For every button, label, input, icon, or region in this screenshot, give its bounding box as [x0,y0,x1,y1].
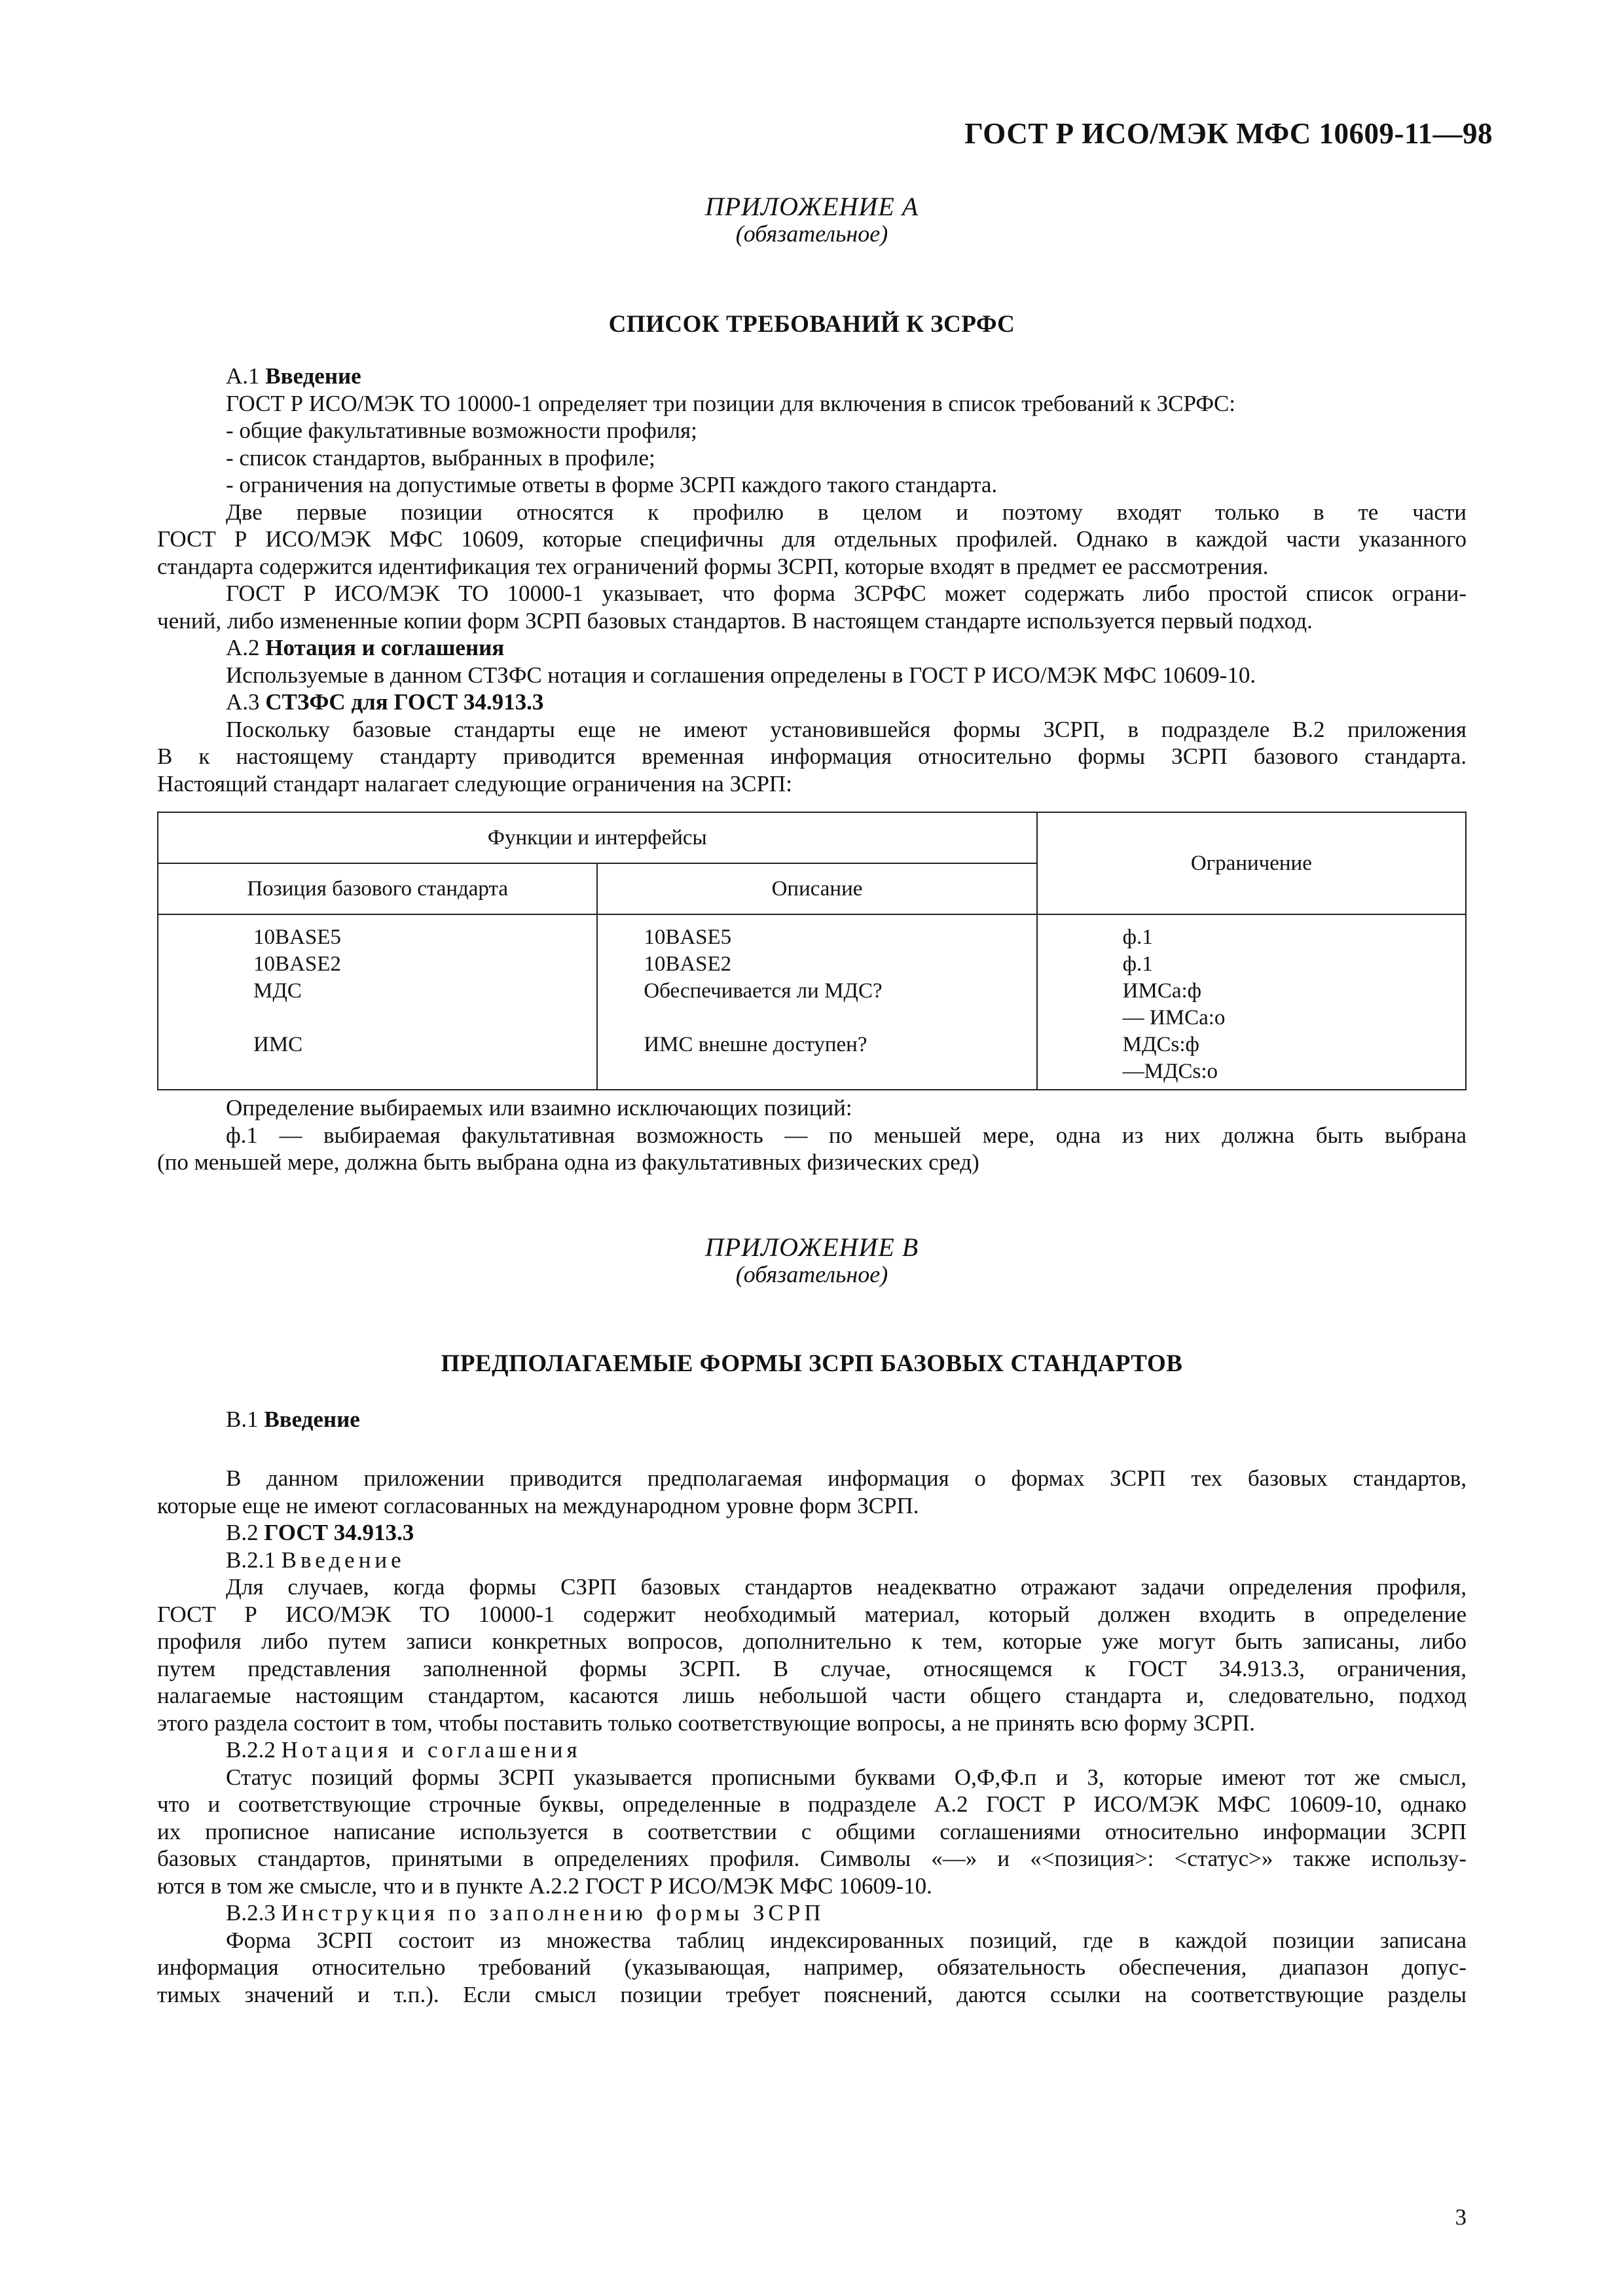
paragraph-line: Используемые в данном СТЗФС нотация и соглашения определены в ГОСТ Р ИСО/МЭК МФС 10609-10. [226,662,1256,688]
table-cell-value: —МДСs:о [1122,1060,1218,1083]
subsection-a1-heading: А.1 Введение [226,363,361,389]
table-cell-positions [158,914,597,1090]
paragraph-line: этого раздела состоит в том, чтобы поставить только соответствующие вопросы, а не принять всю форму ЗСРП. [157,1710,1255,1736]
page-number: 3 [1455,2204,1467,2230]
paragraph-line: Форма ЗСРП состоит из множества таблиц индексированных позиций, где в каждой позиции записана [226,1927,1467,1953]
paragraph-line: информация относительно требований (указывающая, например, обязательность обеспечения, диапазон допус- [157,1954,1467,1980]
paragraph-line: которые еще не имеют согласованных на международном уровне форм ЗСРП. [157,1492,919,1518]
table-header-description: Описание [597,863,1036,914]
table-cell-value: МДСs:ф [1122,1033,1199,1056]
after-table-text [157,1094,1467,1176]
table-cell-spacer [644,1005,1035,1031]
table-group-header: Функции и интерфейсы [158,812,1037,863]
paragraph-line: базовых стандартов, принятыми в определениях профиля. Символы «—» и «<позиция>: <статус>» также использу- [157,1846,1467,1871]
paragraph-line: Настоящий стандарт налагает следующие ограничения на ЗСРП: [157,770,792,797]
paragraph-line: ГОСТ Р ИСО/МЭК МФС 10609, которые специфичны для отдельных профилей. Однако в каждой части указанного [157,526,1467,552]
paragraph-line: ф.1 — выбираемая факультативная возможность — по меньшей мере, одна из них должна быть выбрана [226,1122,1467,1148]
table-cell-value: 10BASE2 [253,952,341,976]
paragraph-line: Для случаев, когда формы СЗРП базовых стандартов неадекватно отражают задачи определения профиля, [226,1574,1467,1600]
paragraph-line: профиля либо путем записи конкретных вопросов, дополнительно к тем, которые уже могут быть записаны, либо [157,1628,1467,1654]
paragraph-line: (по меньшей мере, должна быть выбрана одна из факультативных физических сред) [157,1149,979,1175]
paragraph-line: Поскольку базовые стандарты еще не имеют установившейся формы ЗСРП, в подразделе В.2 приложения [226,716,1467,742]
restrictions-table [157,812,1467,1090]
table-cell-descriptions [597,914,1036,1090]
paragraph-line: ГОСТ Р ИСО/МЭК ТО 10000-1 указывает, что форма ЗСРФС может содержать либо простой список ограни- [226,581,1467,606]
subsection-a2-heading: А.2 Нотация и соглашения [226,635,505,660]
paragraph-line: ГОСТ Р ИСО/МЭК ТО 10000-1 определяет три позиции для включения в список требований к ЗСРФС: [226,390,1236,416]
paragraph-line: что и соответствующие строчные буквы, определенные в подразделе А.2 ГОСТ Р ИСО/МЭК МФС 10609-10, однако [157,1791,1467,1817]
table-cell-value: МДС [253,979,302,1003]
table-cell-value: ИМСа:ф [1122,979,1202,1003]
paragraph-line: Две первые позиции относятся к профилю в целом и поэтому входят только в те части [226,499,1467,525]
document-header: ГОСТ Р ИСО/МЭК МФС 10609-11—98 [964,117,1493,150]
subsection-b2-heading: В.2 ГОСТ 34.913.3 [226,1520,414,1545]
table-cell-value: ИМС [253,1033,303,1056]
appendix-b-section-title: ПРЕДПОЛАГАЕМЫЕ ФОРМЫ ЗСРП БАЗОВЫХ СТАНДАРТОВ [441,1350,1183,1377]
paragraph-line: тимых значений и т.п.). Если смысл позиции требует пояснений, даются ссылки на соответствующие разделы [157,1981,1467,2007]
appendix-a-title: ПРИЛОЖЕНИЕ А [704,192,919,221]
subsection-a3-heading: А.3 СТЗФС для ГОСТ 34.913.3 [226,689,544,715]
paragraph-line: Статус позиций формы ЗСРП указывается прописными буквами О,Ф,Ф.п и З, которые имеют тот же смысл, [226,1764,1467,1790]
table-header-position: Позиция базового стандарта [158,863,597,914]
appendix-a-section-title: СПИСОК ТРЕБОВАНИЙ К ЗСРФС [608,311,1015,338]
list-item: - список стандартов, выбранных в профиле; [226,444,655,471]
table-cell-spacer [253,1005,596,1031]
paragraph-line: В к настоящему стандарту приводится временная информация относительно формы ЗСРП базового стандарта. [157,744,1467,769]
appendix-b-title: ПРИЛОЖЕНИЕ В [704,1232,919,1262]
table-cell-value: 10BASE2 [644,952,732,976]
paragraph-line: их прописное написание используется в соответствии с общими соглашениями относительно информации ЗСРП [157,1818,1467,1844]
appendix-a-subtitle: (обязательное) [735,221,888,247]
table-cell-value: ИМС внешне доступен? [644,1033,867,1056]
table-cell-value: 10BASE5 [253,925,341,949]
appendix-b-body [157,1465,1467,2008]
subsection-b1-heading: В.1 Введение [226,1407,360,1432]
table-cell-value: ф.1 [1122,925,1153,949]
table-cell-restrictions [1037,914,1466,1090]
paragraph-line: ются в том же смысле, что и в пункте А.2.2 ГОСТ Р ИСО/МЭК МФС 10609-10. [157,1873,932,1899]
appendix-b-subtitle: (обязательное) [735,1261,888,1287]
paragraph-line: чений, либо измененные копии форм ЗСРП базовых стандартов. В настоящем стандарте используется первый подход. [157,607,1313,634]
paragraph-line: ГОСТ Р ИСО/МЭК ТО 10000-1 содержит необходимый материал, который должен входить в определение [157,1601,1467,1627]
paragraph-line: Определение выбираемых или взаимно исключающих позиций: [226,1095,852,1121]
table-cell-value: Обеспечивается ли МДС? [644,979,883,1003]
subsection-b23-heading: В.2.3 Инструкция по заполнению формы ЗСРП [226,1900,825,1926]
table-header-restriction: Ограничение [1037,812,1466,914]
appendix-a-body [157,363,1467,797]
paragraph-line: путем представления заполненной формы ЗСРП. В случае, относящемся к ГОСТ 34.913.3, ограничения, [157,1655,1467,1681]
subsection-b21-heading: В.2.1 Введение [226,1547,405,1573]
list-item: - общие факультативные возможности профиля; [226,418,697,443]
table-cell-value: — ИМСа:о [1122,1006,1226,1030]
table-cell-value: 10BASE5 [644,925,732,949]
paragraph-line: стандарта содержится идентификация тех ограничений формы ЗСРП, которые входят в предмет ее рассмотрения. [157,553,1269,579]
paragraph-line: налагаемые настоящим стандартом, касаются лишь небольшой части общего стандарта и, следовательно, подход [157,1683,1467,1708]
subsection-b22-heading: В.2.2 Нотация и соглашения [226,1737,581,1763]
paragraph-line: В данном приложении приводится предполагаемая информация о формах ЗСРП тех базовых стандартов, [226,1465,1467,1491]
table-cell-value: ф.1 [1122,952,1153,976]
list-item: - ограничения на допустимые ответы в форме ЗСРП каждого такого стандарта. [226,472,998,497]
